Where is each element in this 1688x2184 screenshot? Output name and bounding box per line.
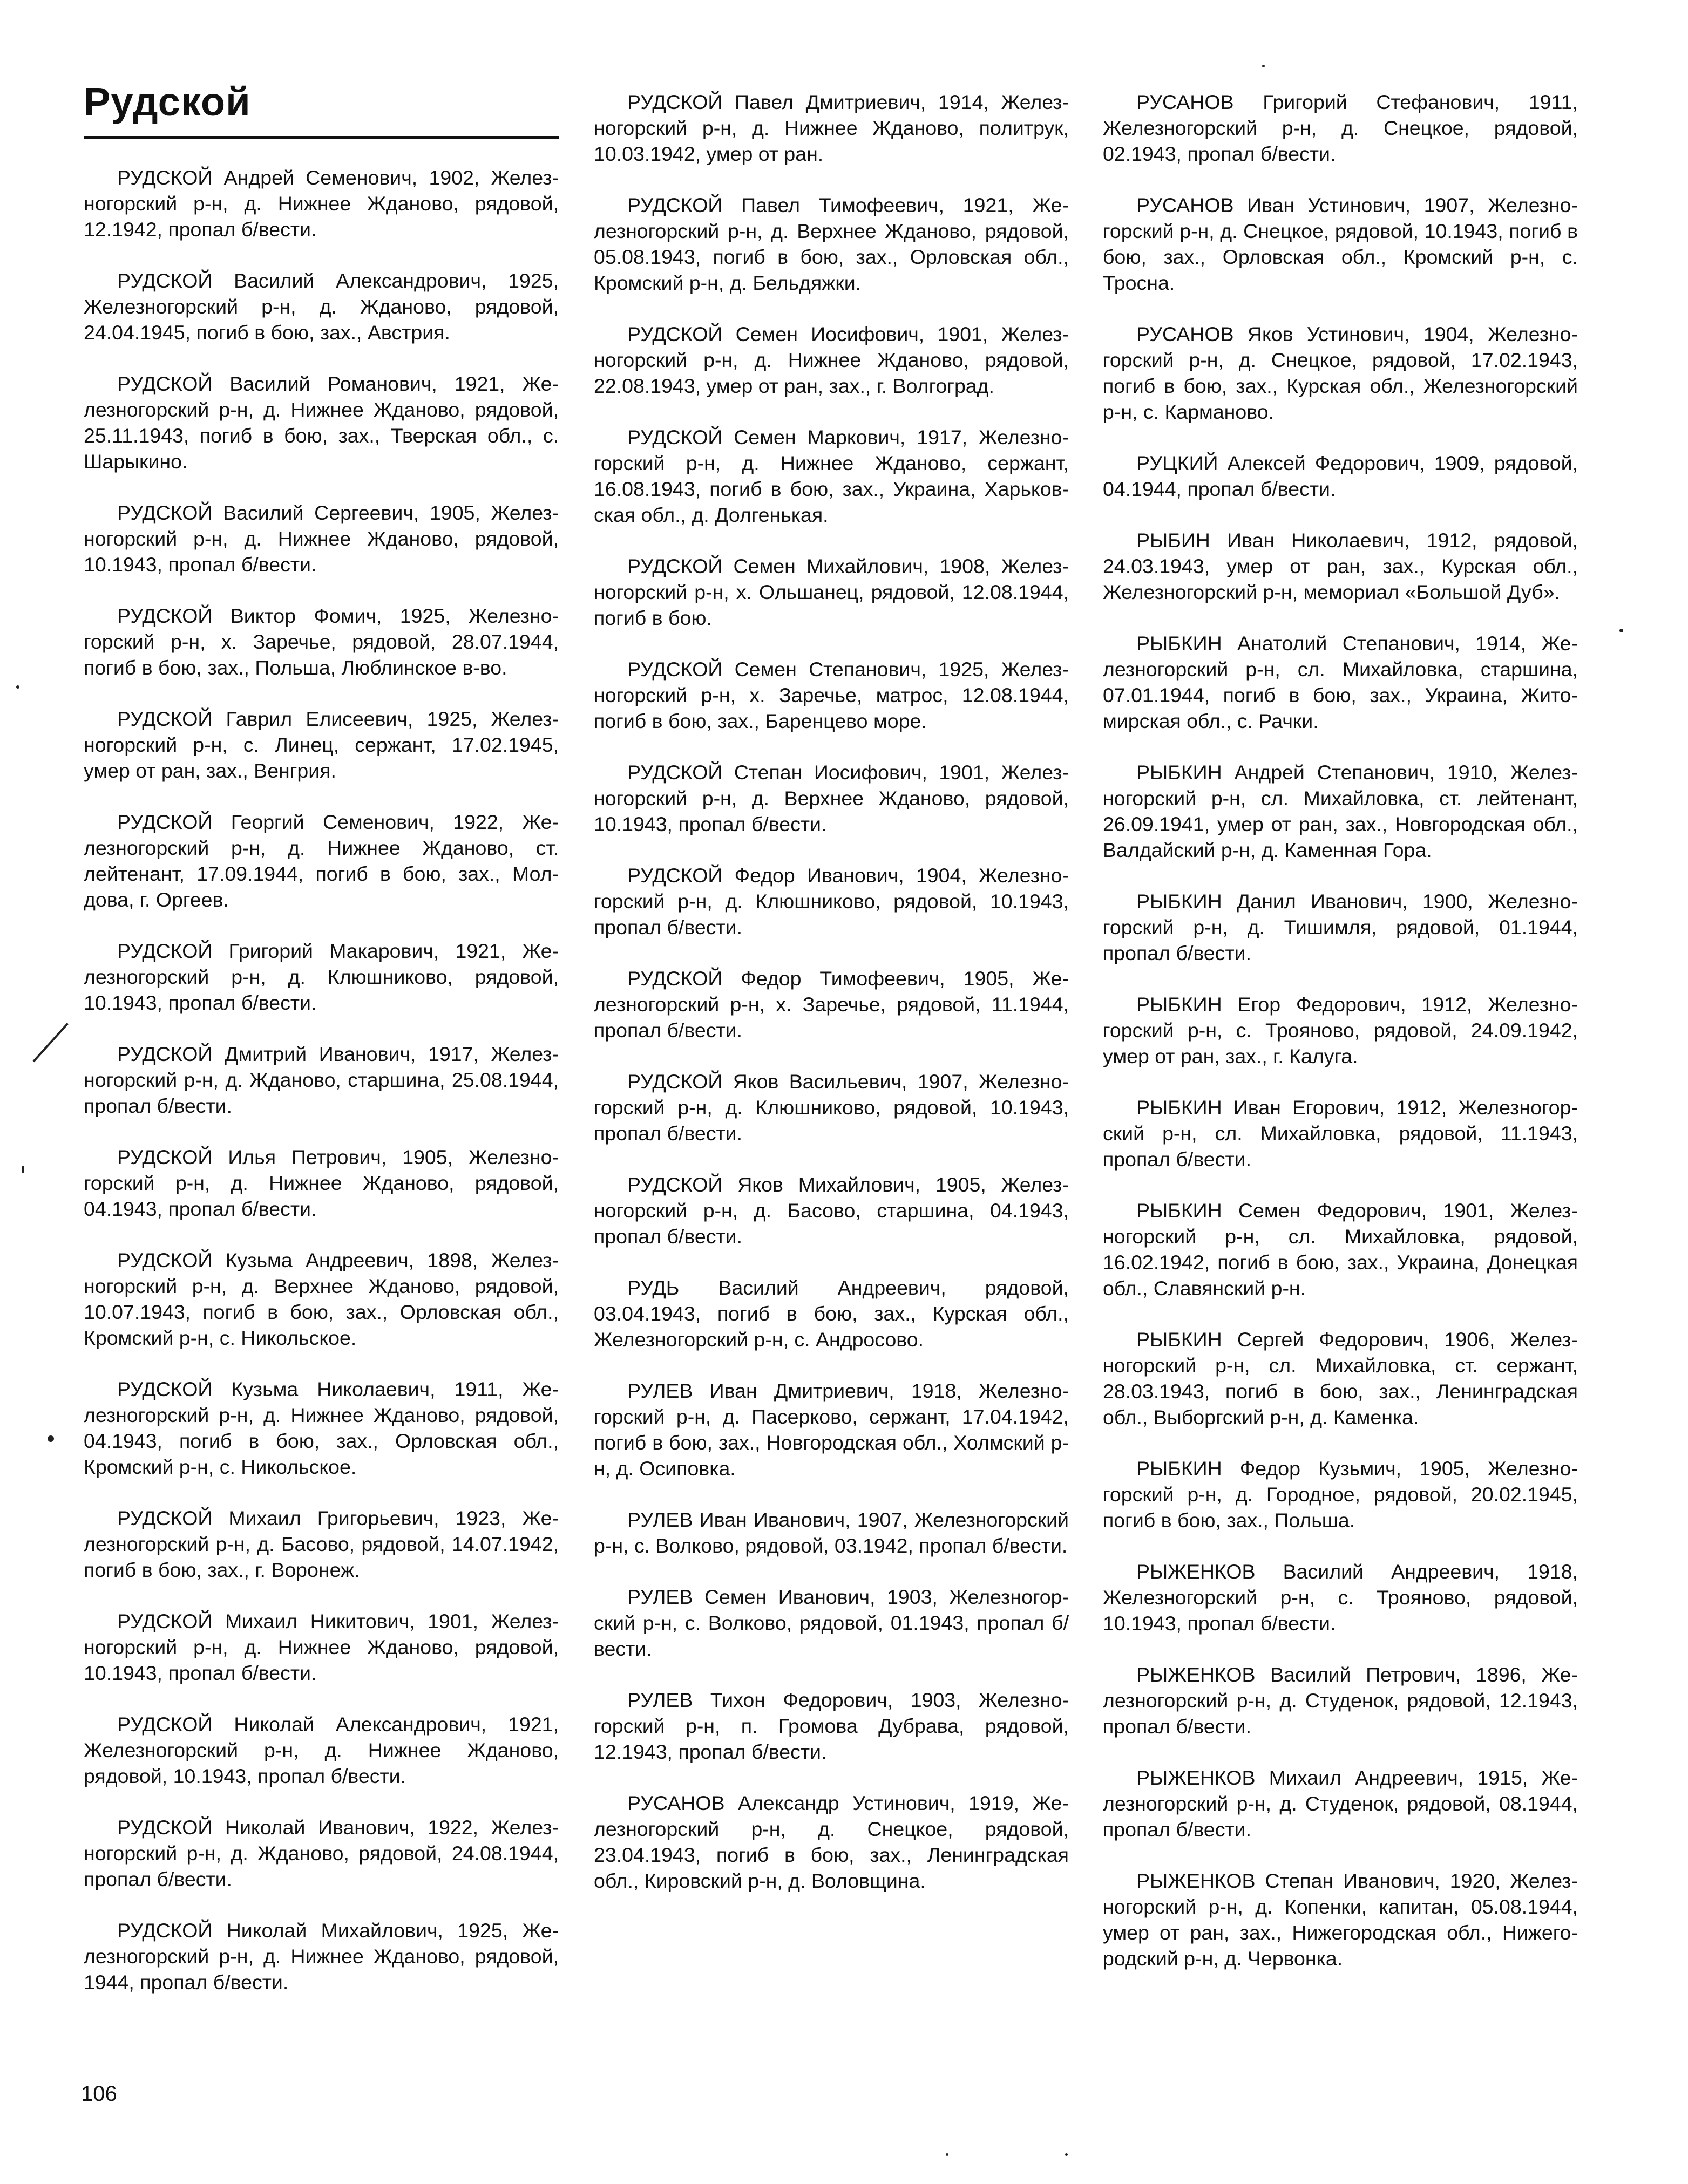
record-entry: РУЛЕВ Тихон Федорович, 1903, Железногорский р-н, п. Громова Дубрава, рядовой, 12.1943, пропал б/вести.: [594, 1689, 1069, 1763]
record-entry: РЫЖЕНКОВ Василий Петрович, 1896, Железногорский р-н, д. Студенок, рядовой, 12.1943, пропал б/вести.: [1103, 1663, 1578, 1738]
record-entry: РУДСКОЙ Михаил Григорьевич, 1923, Железногорский р-н, д. Басово, рядовой, 14.07.1942, погиб в бою, зах., г. Воронеж.: [84, 1507, 559, 1581]
column-3: [1103, 89, 1578, 1997]
record-entry: РЫБИН Иван Николаевич, 1912, рядовой, 24.03.1943, умер от ран, зах., Курская обл., Железногорский р-н, мемориал «Большой Дуб».: [1103, 529, 1578, 603]
pen-mark: [33, 1023, 69, 1062]
record-entry: РУДСКОЙ Николай Михайлович, 1925, Железногорский р-н, д. Нижнее Жданово, рядовой, 1944, пропал б/вести.: [84, 1919, 559, 1994]
record-entry: РУДСКОЙ Федор Тимофеевич, 1905, Железногорский р-н, х. Заречье, рядовой, 11.1944, пропал б/вести.: [594, 967, 1069, 1042]
record-entry: РЫБКИН Андрей Степанович, 1910, Железногорский р-н, сл. Михайловка, ст. лейтенант, 26.09.1941, умер от ран, зах., Новгородская обл., Валдайский р-н, д. Каменная Гора.: [1103, 761, 1578, 861]
record-entry: РЫБКИН Данил Иванович, 1900, Железногорский р-н, д. Тишимля, рядовой, 01.1944, пропал б/вести.: [1103, 890, 1578, 964]
record-entry: РУЛЕВ Семен Иванович, 1903, Железногорский р-н, с. Волково, рядовой, 01.1943, пропал б/вести.: [594, 1586, 1069, 1660]
record-entry: РУДСКОЙ Семен Михайлович, 1908, Железногорский р-н, х. Ольшанец, рядовой, 12.08.1944, погиб в бою.: [594, 555, 1069, 629]
record-entry: РУДСКОЙ Василий Александрович, 1925, Железногорский р-н, д. Жданово, рядовой, 24.04.1945, погиб в бою, зах., Австрия.: [84, 269, 559, 344]
record-entry: РУСАНОВ Григорий Стефанович, 1911, Железногорский р-н, д. Снецкое, рядовой, 02.1943, пропал б/вести.: [1103, 91, 1578, 165]
column-2: [594, 89, 1069, 1919]
record-entry: РЫБКИН Анатолий Степанович, 1914, Железногорский р-н, сл. Михайловка, старшина, 07.01.1944, погиб в бою, зах., Украина, Житомирская обл., с. Рачки.: [1103, 632, 1578, 732]
section-title: Рудской: [84, 79, 251, 124]
record-entry: РУЛЕВ Иван Иванович, 1907, Железногорский р-н, с. Волково, рядовой, 03.1942, пропал б/вести.: [594, 1508, 1069, 1557]
record-entry: РЫБКИН Сергей Федорович, 1906, Железногорский р-н, сл. Михайловка, ст. сержант, 28.03.1943, погиб в бою, зах., Ленинградская обл., Выборгский р-н, д. Каменка.: [1103, 1328, 1578, 1428]
record-entry: РУДСКОЙ Илья Петрович, 1905, Железногорский р-н, д. Нижнее Жданово, рядовой, 04.1943, пропал б/вести.: [84, 1146, 559, 1220]
record-entry: РУДСКОЙ Василий Романович, 1921, Железногорский р-н, д. Нижнее Жданово, рядовой, 25.11.1943, погиб в бою, зах., Тверская обл., с. Шарыкино.: [84, 372, 559, 473]
record-entry: РУДСКОЙ Степан Иосифович, 1901, Железногорский р-н, д. Верхнее Жданово, рядовой, 10.1943, пропал б/вести.: [594, 761, 1069, 835]
record-entry: РУДСКОЙ Виктор Фомич, 1925, Железногорский р-н, х. Заречье, рядовой, 28.07.1944, погиб в бою, зах., Польша, Люблинское в-во.: [84, 604, 559, 679]
record-entry: РУСАНОВ Александр Устинович, 1919, Железногорский р-н, д. Снецкое, рядовой, 23.04.1943, погиб в бою, зах., Ленинградская обл., Кировский р-н, д. Воловщина.: [594, 1792, 1069, 1892]
record-entry: РУДСКОЙ Кузьма Андреевич, 1898, Железногорский р-н, д. Верхнее Жданово, рядовой, 10.07.1943, погиб в бою, зах., Орловская обл., Кромский р-н, с. Никольское.: [84, 1249, 559, 1349]
record-entry: РУДСКОЙ Яков Михайлович, 1905, Железногорский р-н, д. Басово, старшина, 04.1943, пропал б/вести.: [594, 1173, 1069, 1248]
record-entry: РЫЖЕНКОВ Михаил Андреевич, 1915, Железногорский р-н, д. Студенок, рядовой, 08.1944, пропал б/вести.: [1103, 1766, 1578, 1841]
record-entry: РУДСКОЙ Михаил Никитович, 1901, Железногорский р-н, д. Нижнее Жданово, рядовой, 10.1943, пропал б/вести.: [84, 1610, 559, 1684]
record-entry: РУДСКОЙ Василий Сергеевич, 1905, Железногорский р-н, д. Нижнее Жданово, рядовой, 10.1943, пропал б/вести.: [84, 501, 559, 576]
record-entry: РУДСКОЙ Павел Дмитриевич, 1914, Железногорский р-н, д. Нижнее Жданово, политрук, 10.03.1942, умер от ран.: [594, 91, 1069, 165]
record-entry: РУДСКОЙ Георгий Семенович, 1922, Железногорский р-н, д. Нижнее Жданово, ст. лейтенант, 17.09.1944, погиб в бою, зах., Молдова, г. Оргеев.: [84, 811, 559, 911]
record-entry: РУДСКОЙ Яков Васильевич, 1907, Железногорский р-н, д. Клюшниково, рядовой, 10.1943, пропал б/вести.: [594, 1070, 1069, 1145]
record-entry: РУДСКОЙ Андрей Семенович, 1902, Железногорский р-н, д. Нижнее Жданово, рядовой, 12.1942, пропал б/вести.: [84, 166, 559, 241]
record-entry: РУДСКОЙ Семен Маркович, 1917, Железногорский р-н, д. Нижнее Жданово, сержант, 16.08.1943, погиб в бою, зах., Украина, Харьковская обл., д. Долгенькая.: [594, 426, 1069, 526]
scan-speck: [16, 685, 19, 689]
record-entry: РУЦКИЙ Алексей Федорович, 1909, рядовой, 04.1944, пропал б/вести.: [1103, 452, 1578, 500]
record-entry: РУДСКОЙ Павел Тимофеевич, 1921, Железногорский р-н, д. Верхнее Жданово, рядовой, 05.08.1943, погиб в бою, зах., Орловская обл., Кромский р-н, д. Бельдяжки.: [594, 194, 1069, 294]
record-entry: РУЛЕВ Иван Дмитриевич, 1918, Железногорский р-н, д. Пасерково, сержант, 17.04.1942, погиб в бою, зах., Новгородская обл., Холмский р-н, д. Осиповка.: [594, 1379, 1069, 1480]
record-entry: РУДСКОЙ Дмитрий Иванович, 1917, Железногорский р-н, д. Жданово, старшина, 25.08.1944, пропал б/вести.: [84, 1043, 559, 1117]
scan-speck: [1262, 65, 1265, 67]
record-entry: РЫЖЕНКОВ Василий Андреевич, 1918, Железногорский р-н, с. Трояново, рядовой, 10.1943, пропал б/вести.: [1103, 1560, 1578, 1635]
record-entry: РЫБКИН Егор Федорович, 1912, Железногорский р-н, с. Трояново, рядовой, 24.09.1942, умер от ран, зах., г. Калуга.: [1103, 993, 1578, 1067]
record-entry: РУДЬ Василий Андреевич, рядовой, 03.04.1943, погиб в бою, зах., Курская обл., Железногорский р-н, с. Андросово.: [594, 1276, 1069, 1351]
record-entry: РУДСКОЙ Семен Степанович, 1925, Железногорский р-н, х. Заречье, матрос, 12.08.1944, погиб в бою, зах., Баренцево море.: [594, 658, 1069, 732]
scan-speck: [22, 1166, 24, 1173]
record-entry: РУДСКОЙ Николай Иванович, 1922, Железногорский р-н, д. Жданово, рядовой, 24.08.1944, пропал б/вести.: [84, 1816, 559, 1890]
record-entry: РУСАНОВ Яков Устинович, 1904, Железногорский р-н, д. Снецкое, рядовой, 17.02.1943, погиб в бою, зах., Курская обл., Железногорский р-н, с. Карманово.: [1103, 323, 1578, 423]
record-entry: РУДСКОЙ Федор Иванович, 1904, Железногорский р-н, д. Клюшниково, рядовой, 10.1943, пропал б/вести.: [594, 864, 1069, 938]
scan-speck: [1065, 2153, 1068, 2156]
column-1: [84, 165, 559, 2020]
record-entry: РУДСКОЙ Семен Иосифович, 1901, Железногорский р-н, д. Нижнее Жданово, рядовой, 22.08.1943, умер от ран, зах., г. Волгоград.: [594, 323, 1069, 397]
record-entry: РЫБКИН Иван Егорович, 1912, Железногорский р-н, сл. Михайловка, рядовой, 11.1943, пропал б/вести.: [1103, 1096, 1578, 1171]
record-entry: РЫБКИН Федор Кузьмич, 1905, Железногорский р-н, д. Городное, рядовой, 20.02.1945, погиб в бою, зах., Польша.: [1103, 1457, 1578, 1532]
scan-speck: [946, 2153, 948, 2156]
record-entry: РУСАНОВ Иван Устинович, 1907, Железногорский р-н, д. Снецкое, рядовой, 10.1943, погиб в бою, зах., Орловская обл., Кромский р-н, с. Тросна.: [1103, 194, 1578, 294]
record-entry: РУДСКОЙ Гаврил Елисеевич, 1925, Железногорский р-н, с. Линец, сержант, 17.02.1945, умер от ран, зах., Венгрия.: [84, 707, 559, 782]
scan-speck: [48, 1435, 54, 1442]
title-underline: [84, 136, 559, 139]
page-number: 106: [81, 2082, 117, 2106]
record-entry: РУДСКОЙ Кузьма Николаевич, 1911, Железногорский р-н, д. Нижнее Жданово, рядовой, 04.1943, погиб в бою, зах., Орловская обл., Кромский р-н, с. Никольское.: [84, 1378, 559, 1478]
record-entry: РЫБКИН Семен Федорович, 1901, Железногорский р-н, сл. Михайловка, рядовой, 16.02.1942, погиб в бою, зах., Украина, Донецкая обл., Славянский р-н.: [1103, 1199, 1578, 1299]
record-entry: РЫЖЕНКОВ Степан Иванович, 1920, Железногорский р-н, д. Копенки, капитан, 05.08.1944, умер от ран, зах., Нижегородская обл., Нижегородский р-н, д. Червонка.: [1103, 1869, 1578, 1970]
record-entry: РУДСКОЙ Николай Александрович, 1921, Железногорский р-н, д. Нижнее Жданово, рядовой, 10.1943, пропал б/вести.: [84, 1713, 559, 1787]
record-entry: РУДСКОЙ Григорий Макарович, 1921, Железногорский р-н, д. Клюшниково, рядовой, 10.1943, пропал б/вести.: [84, 940, 559, 1014]
scan-speck: [1619, 629, 1623, 632]
